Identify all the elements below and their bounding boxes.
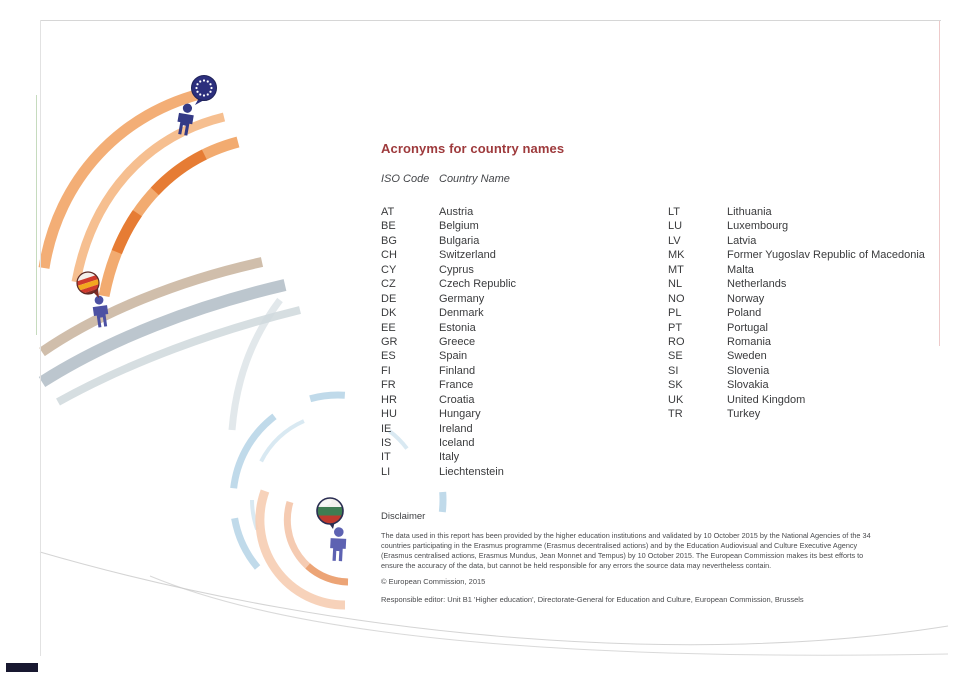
bulgaria-flag-ball-person-icon xyxy=(298,486,393,581)
country-name: Estonia xyxy=(439,321,476,334)
country-code: BE xyxy=(381,220,396,233)
country-row xyxy=(381,349,661,363)
country-code: UK xyxy=(668,393,684,406)
country-row xyxy=(381,465,661,479)
country-code: EE xyxy=(381,321,396,334)
country-name: Germany xyxy=(439,292,485,305)
country-row xyxy=(668,277,948,291)
country-row xyxy=(381,306,661,320)
country-code: CY xyxy=(381,263,397,276)
country-name: Turkey xyxy=(727,408,761,421)
country-name: Slovenia xyxy=(727,364,770,377)
eu-flag-ball-person-icon xyxy=(160,64,250,154)
country-code: NO xyxy=(668,292,685,305)
country-row xyxy=(381,263,661,277)
country-row xyxy=(381,436,661,450)
country-name: Greece xyxy=(439,335,476,348)
country-code: HU xyxy=(381,408,397,421)
country-row xyxy=(668,393,948,407)
country-name: Latvia xyxy=(727,234,757,247)
country-name: Croatia xyxy=(439,393,475,406)
country-code: MK xyxy=(668,249,685,262)
country-name: Norway xyxy=(727,292,765,305)
country-list-left xyxy=(381,205,661,479)
country-row xyxy=(381,248,661,262)
country-code: SE xyxy=(668,350,683,363)
country-row xyxy=(381,335,661,349)
country-row xyxy=(381,219,661,233)
country-name-header: Country Name xyxy=(439,173,510,185)
country-name: Liechtenstein xyxy=(439,465,504,478)
country-name: Sweden xyxy=(727,350,767,363)
country-code: LI xyxy=(381,465,391,478)
country-code: TR xyxy=(668,408,683,421)
country-code: MT xyxy=(668,263,684,276)
country-list-right xyxy=(668,205,948,422)
country-code: SI xyxy=(668,364,679,377)
country-row xyxy=(668,234,948,248)
country-row xyxy=(381,321,661,335)
peach-rings xyxy=(260,491,348,605)
country-name: Poland xyxy=(727,307,762,320)
country-row xyxy=(668,219,948,233)
country-code: CH xyxy=(381,249,397,262)
country-code: ES xyxy=(381,350,396,363)
country-code: IS xyxy=(381,437,392,449)
country-code: FI xyxy=(381,364,391,377)
country-code: BG xyxy=(381,234,397,247)
spain-flag-ball-person-icon xyxy=(60,258,150,348)
country-name: Bulgaria xyxy=(439,234,480,247)
responsible-editor-line: Responsible editor: Unit B1 'Higher education', Directorate-General for Education and Culture, European Commission, Brussels xyxy=(381,595,804,604)
country-name: Czech Republic xyxy=(439,278,517,291)
country-row xyxy=(381,450,661,464)
country-name: Austria xyxy=(439,206,474,218)
page-edge-green-tint xyxy=(36,95,37,335)
country-row xyxy=(381,393,661,407)
country-code: SK xyxy=(668,379,683,392)
country-code: HR xyxy=(381,393,397,406)
country-code: DK xyxy=(381,307,397,320)
copyright-line: © European Commission, 2015 xyxy=(381,577,486,586)
country-name: Portugal xyxy=(727,321,768,334)
page-title: Acronyms for country names xyxy=(381,141,565,156)
country-row xyxy=(668,263,948,277)
country-row xyxy=(381,205,661,219)
country-code: AT xyxy=(381,206,395,218)
country-row xyxy=(668,349,948,363)
iso-code-header: ISO Code xyxy=(381,173,430,185)
country-row xyxy=(668,248,948,262)
country-row xyxy=(381,378,661,392)
country-code: RO xyxy=(668,335,685,348)
country-name: Italy xyxy=(439,451,460,464)
country-name: United Kingdom xyxy=(727,393,806,406)
disclaimer-body: The data used in this report has been provided by the higher education institutions and validated by 10 October 2015 by the National Agencies of the 34 countries participating in the Erasmus programme (Erasmus decentralised actions) and by the Education Audiovisual and Culture Executive Agency (Erasmus centralised actions, Erasmus Mundus, Jean Monnet and Tempus) by 10 October 2015. The European Commission makes its best efforts to ensure the accuracy of the data, but cannot be held responsible for any errors the source data may nevertheless contain. xyxy=(381,531,871,571)
disclaimer-heading: Disclaimer xyxy=(381,511,426,522)
country-code: NL xyxy=(668,278,683,291)
country-code: PT xyxy=(668,321,683,334)
country-row xyxy=(668,292,948,306)
country-name: Former Yugoslav Republic of Macedonia xyxy=(727,249,925,262)
country-row xyxy=(668,335,948,349)
country-code: FR xyxy=(381,379,396,392)
country-row xyxy=(668,321,948,335)
country-name: Netherlands xyxy=(727,278,787,291)
country-name: Cyprus xyxy=(439,263,474,276)
country-row xyxy=(668,364,948,378)
country-name: Malta xyxy=(727,263,754,276)
country-row xyxy=(668,378,948,392)
country-row xyxy=(668,205,948,219)
country-name: Switzerland xyxy=(439,249,496,262)
country-code: GR xyxy=(381,335,398,348)
country-name: Iceland xyxy=(439,437,475,449)
country-code: CZ xyxy=(381,278,396,291)
country-row xyxy=(381,234,661,248)
country-name: Ireland xyxy=(439,422,473,435)
country-code: LU xyxy=(668,220,683,233)
country-name: Romania xyxy=(727,335,772,348)
country-code: IT xyxy=(381,451,391,464)
country-row xyxy=(381,292,661,306)
orange-arcs xyxy=(44,92,238,296)
country-name: Slovakia xyxy=(727,379,769,392)
country-row xyxy=(668,306,948,320)
country-code: LV xyxy=(668,234,681,247)
country-code: DE xyxy=(381,292,397,305)
country-name: Hungary xyxy=(439,408,481,421)
page-edge-top xyxy=(40,20,941,21)
country-code: LT xyxy=(668,206,681,218)
country-name: Spain xyxy=(439,350,468,363)
table-header-row xyxy=(381,173,510,185)
country-row xyxy=(381,422,661,436)
country-name: France xyxy=(439,379,474,392)
country-code: IE xyxy=(381,422,392,435)
country-name: Lithuania xyxy=(727,206,772,218)
country-row xyxy=(381,277,661,291)
country-row xyxy=(668,407,948,421)
page-edge-left xyxy=(40,20,41,656)
scan-corner-mark xyxy=(6,663,38,672)
country-code: PL xyxy=(668,307,682,320)
country-name: Luxembourg xyxy=(727,220,789,233)
country-name: Finland xyxy=(439,364,476,377)
grey-bands xyxy=(42,262,300,430)
country-name: Belgium xyxy=(439,220,479,233)
country-name: Denmark xyxy=(439,307,484,320)
country-row xyxy=(381,407,661,421)
country-row xyxy=(381,364,661,378)
